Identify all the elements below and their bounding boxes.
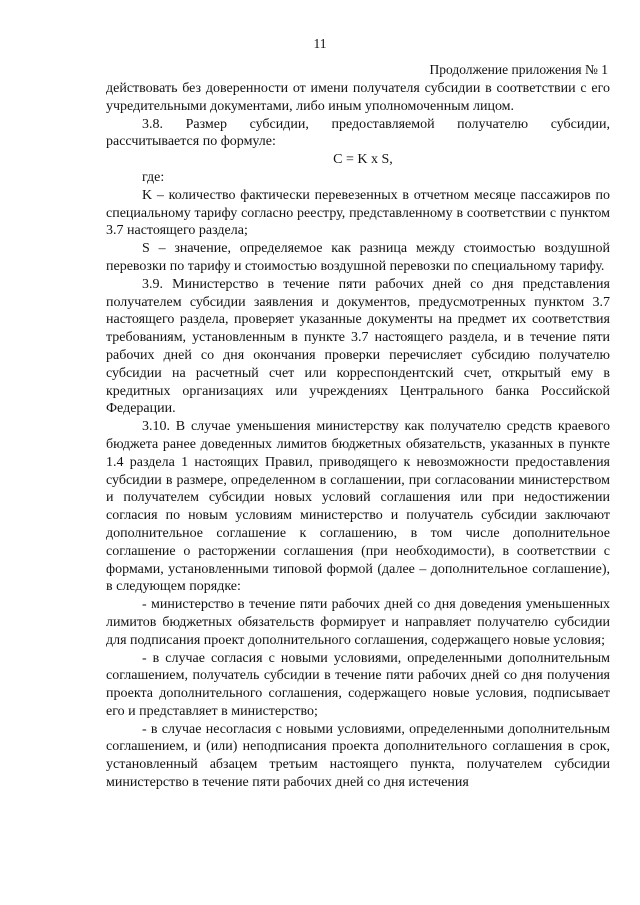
appendix-continuation-note: Продолжение приложения № 1 (429, 62, 608, 77)
list-item: - в случае несогласия с новыми условиями, определенными дополнительным соглашением, и (или) неподписания проекта дополнительного соглашения в срок, установленный абзацем третьим настоящего пункта, получателем субсидии министерство в течение пяти рабочих дней со дня истечения (106, 721, 610, 791)
subsidy-formula: C = K x S, (333, 152, 393, 168)
document-body (106, 80, 610, 792)
paragraph-where: где: (142, 169, 165, 185)
paragraph-3-10: 3.10. В случае уменьшения министерству как получателю средств краевого бюджета ранее доведенных лимитов бюджетных обязательств, указанных в пункте 1.4 раздела 1 настоящих Правил, приводящего к невозможности предоставления субсидии в размере, определенном в соглашении, при согласовании министерством и получателем субсидии новых условий соглашения или при недостижении согласия по новым условиям министерство и получатель субсидии заключают дополнительное соглашение к соглашению, в том числе дополнительное соглашение о расторжении соглашения (при необходимости), в соответствии с формами, установленными типовой формой (далее – дополнительное соглашение), в следующем порядке: (106, 419, 610, 595)
list-item: - в случае согласия с новыми условиями, определенными дополнительным соглашением, получатель субсидии в течение пяти рабочих дней со дня получения проекта дополнительного соглашения, содержащего новые условия, подписывает его и представляет в министерство; (106, 650, 610, 719)
page-number: 11 (313, 36, 327, 51)
paragraph-s-definition: S – значение, определяемое как разница между стоимостью воздушной перевозки по тарифу и стоимостью воздушной перевозки по специальному тарифу. (106, 241, 610, 274)
paragraph-3-9: 3.9. Министерство в течение пяти рабочих дней со дня представления получателем субсидии заявления и документов, предусмотренных пунктом 3.7 настоящего раздела, проверяет указанные документы на предмет их соответствия требованиям, установленным в пункте 3.7 настоящего раздела, и в течение пяти рабочих дней со дня окончания проверки перечисляет субсидию получателю субсидии на расчетный счет или корреспондентский счет, открытый ему в кредитных организациях или учреждениях Центрального банка Российской Федерации. (106, 276, 610, 417)
paragraph-continuation: действовать без доверенности от имени получателя субсидии в соответствии с его учредительными документами, либо иным уполномоченным лицом. (106, 81, 610, 114)
list-item: - министерство в течение пяти рабочих дней со дня доведения уменьшенных лимитов бюджетных обязательств формирует и направляет получателю субсидии для подписания проект дополнительного соглашения, содержащего новые условия; (106, 597, 610, 648)
paragraph-k-definition: K – количество фактически перевезенных в отчетном месяце пассажиров по специальному тарифу согласно реестру, представленному в соответствии с пунктом 3.7 настоящего раздела; (106, 187, 610, 239)
paragraph-3-8: 3.8. Размер субсидии, предоставляемой получателю субсидии, рассчитывается по формуле: (106, 116, 610, 150)
